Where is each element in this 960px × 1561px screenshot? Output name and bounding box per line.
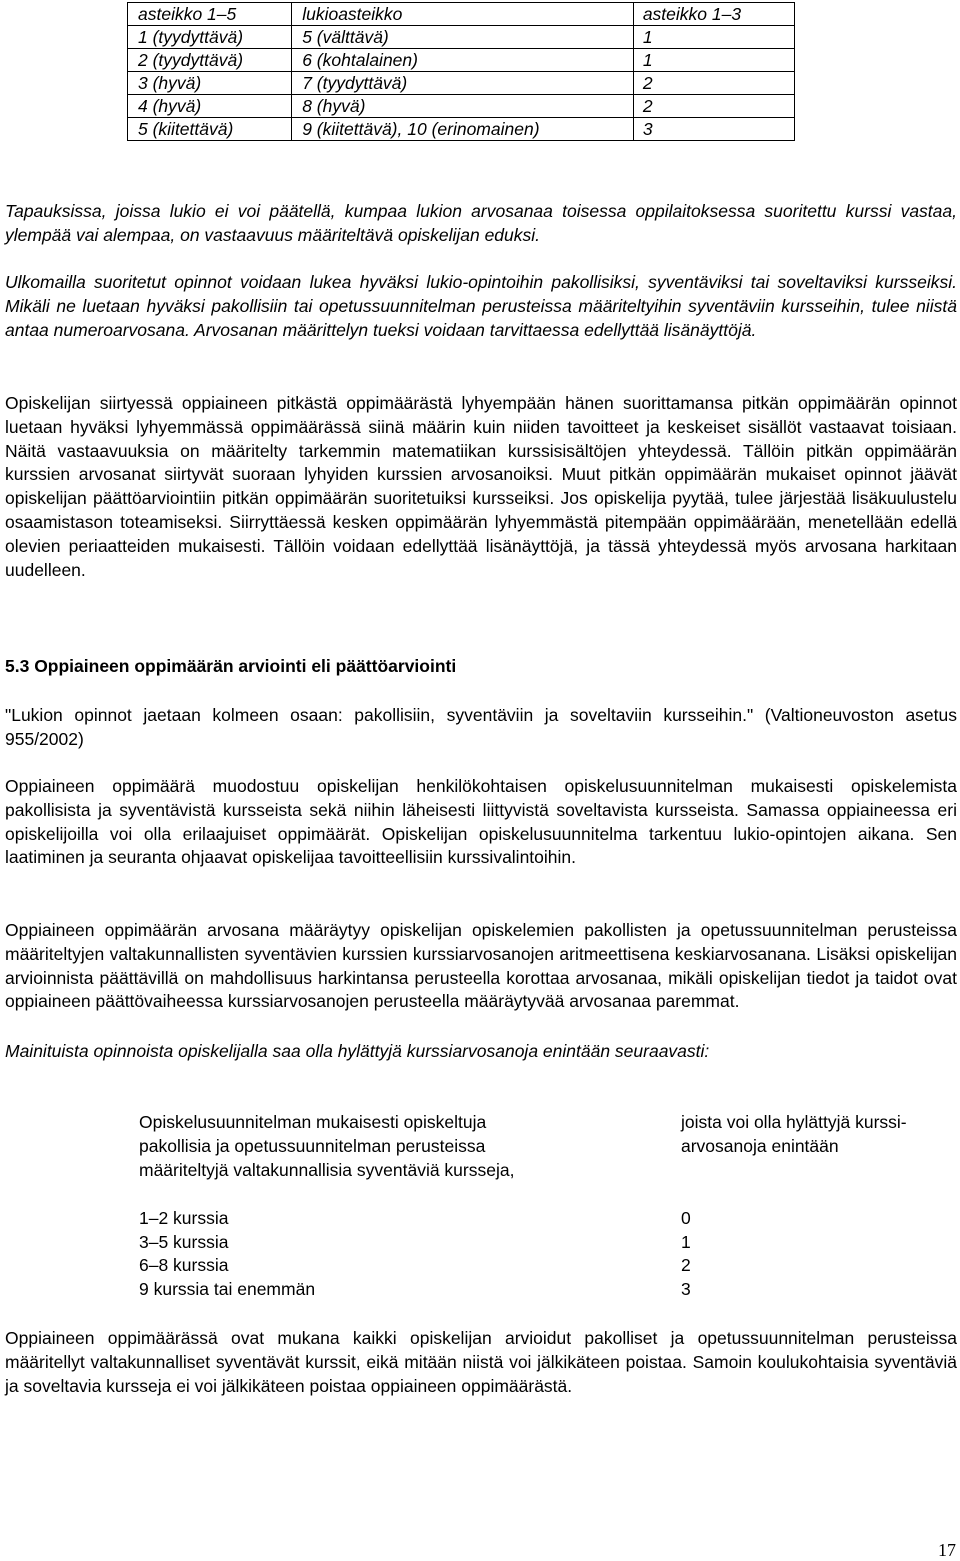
course-range: 6–8 kurssia — [139, 1255, 229, 1276]
paragraph-syllabus-transfer: Opiskelijan siirtyessä oppiaineen pitkästä oppimäärästä lyhyempään hänen suorittamansa pitkän oppimäärän opinnot luetaan hyväksi lyhyemmässä oppimäärässä siinä määrin kuin niiden tavoitteet ja keskeiset sisällöt vastaavat toisiaan. Näitä vastaavuuksia on määritelty tarkemmin matematiikan kurssisisältöjen yhteydessä. Tällöin pitkän oppimäärän kurssien arvosanat siirtyvät suoraan lyhyiden kurssien arvosanoiksi. Muut pitkän oppimäärän mukaiset opinnot jäävät opiskelijan päättöarviointiin pitkän oppimäärän suoritetuiksi kursseiksi. Jos opiskelija pyytää, tulee järjestää lisäkuulustelu osaamistason toteamiseksi. Siirryttäessä kesken oppimäärän lyhyemmästä pitempään oppimäärään, menetellään edellä olevien periaatteiden mukaisesti. Tällöin voidaan edellyttää lisänäyttöjä, ja tässä yhteydessä myös arvosana harkitaan uudelleen. — [5, 393, 957, 580]
table-cell: 2 — [633, 95, 794, 118]
table-row — [128, 49, 795, 72]
table-header-cell: asteikko 1–5 — [128, 3, 292, 26]
table-cell: 7 (tyydyttävä) — [292, 72, 634, 95]
header-line: arvosanoja enintään — [681, 1135, 839, 1156]
list-item — [139, 1207, 739, 1231]
max-failed: 3 — [681, 1279, 691, 1300]
course-range: 3–5 kurssia — [139, 1231, 229, 1252]
list-item — [139, 1231, 739, 1255]
fail-table-left-header — [139, 1111, 609, 1182]
header-line: pakollisia ja opetussuunnitelman perusteissa — [139, 1135, 486, 1156]
table-header-cell: asteikko 1–3 — [633, 3, 794, 26]
paragraph-equivalence: Tapauksissa, joissa lukio ei voi päätellä, kumpaa lukion arvosanaa toisessa oppilaitoksessa suoritettu kurssi vastaa, ylempää vai alempaa, on vastaavuus määriteltävä opiskelijan eduksi. — [5, 201, 957, 245]
list-item — [139, 1254, 739, 1278]
table-cell: 2 — [633, 72, 794, 95]
table-header-cell: lukioasteikko — [292, 3, 634, 26]
table-cell: 1 — [633, 26, 794, 49]
max-failed: 0 — [681, 1208, 691, 1228]
course-range: 1–2 kurssia — [139, 1208, 229, 1228]
table-cell: 3 (hyvä) — [128, 72, 292, 95]
paragraph-foreign-studies: Ulkomailla suoritetut opinnot voidaan lukea hyväksi lukio-opintoihin pakollisiksi, syventäviksi tai soveltaviksi kursseiksi. Mikäli ne luetaan hyväksi pakollisiin tai opetussuunnitelman perusteissa määriteltyihin syventäviin kursseihin, tulee niistä antaa numeroarvosana. Arvosanan määrittelyn tueksi voidaan tarvittaessa edellyttää lisänäyttöjä. — [5, 272, 957, 340]
table-row — [128, 26, 795, 49]
page-number: 17 — [938, 1540, 956, 1560]
header-line: Opiskelusuunnitelman mukaisesti opiskeltuja — [139, 1112, 487, 1132]
paragraph-included-courses: Oppiaineen oppimäärässä ovat mukana kaikki opiskelijan arvioidut pakolliset ja opetussuunnitelman perusteissa määritellyt valtakunnalliset syventävät kurssit, eikä mitään niistä voi jälkikäteen poistaa. Samoin koulukohtaisia syventäviä ja soveltavia kursseja ei voi jälkikäteen poistaa oppiaineen oppimäärästä. — [5, 1328, 957, 1396]
table-row — [128, 118, 795, 141]
quote-paragraph: "Lukion opinnot jaetaan kolmeen osaan: pakollisiin, syventäviin ja soveltaviin kursseihin." (Valtioneuvoston asetus 955/2002) — [5, 705, 957, 749]
table-cell: 2 (tyydyttävä) — [128, 49, 292, 72]
table-header-row — [128, 3, 795, 26]
table-row — [128, 95, 795, 118]
paragraph-failed-intro: Mainituista opinnoista opiskelijalla saa olla hylättyjä kurssiarvosanoja enintään seuraavasti: — [5, 1041, 710, 1061]
header-line: määriteltyjä valtakunnallisia syventäviä kursseja, — [139, 1159, 515, 1180]
table-row — [128, 72, 795, 95]
list-item — [139, 1278, 739, 1302]
max-failed: 1 — [681, 1231, 691, 1252]
header-line: joista voi olla hylättyjä kurssi- — [681, 1112, 907, 1132]
table-cell: 4 (hyvä) — [128, 95, 292, 118]
table-cell: 6 (kohtalainen) — [292, 49, 634, 72]
grade-conversion-table — [127, 2, 795, 141]
fail-table-right-header — [681, 1111, 960, 1159]
table-cell: 1 — [633, 49, 794, 72]
table-cell: 8 (hyvä) — [292, 95, 634, 118]
table-cell: 9 (kiitettävä), 10 (erinomainen) — [292, 118, 634, 141]
table-cell: 5 (välttävä) — [292, 26, 634, 49]
section-heading: 5.3 Oppiaineen oppimäärän arviointi eli päättöarviointi — [5, 656, 457, 676]
fail-table-rows — [139, 1207, 739, 1302]
table-cell: 5 (kiitettävä) — [128, 118, 292, 141]
paragraph-grade: Oppiaineen oppimäärän arvosana määräytyy opiskelijan opiskelemien pakollisten ja opetussuunnitelman perusteissa määriteltyjen valtakunnallisten syventävien kurssien kurssiarvosanojen aritmeettisena keskiarvosanana. Lisäksi opiskelijan arvioinnista päättävillä on mahdollisuus harkintansa perusteella korottaa arvosanaa, mikäli opiskelijan tiedot ja taidot ovat oppiaineen päättövaiheessa kurssiarvosanojen perusteella määräytyvää arvosanaa paremmat. — [5, 920, 957, 1012]
course-range: 9 kurssia tai enemmän — [139, 1279, 316, 1300]
paragraph-syllabus: Oppiaineen oppimäärä muodostuu opiskelijan henkilökohtaisen opiskelusuunnitelman mukaisesti opiskelemista pakollisista ja syventävistä kursseista sekä niihin läheisesti liittyvistä soveltavista kursseista. Samassa oppiaineessa eri opiskelijoilla voi olla erilaajuiset oppimäärät. Opiskelijan opiskelusuunnitelma tarkentuu lukio-opintojen aikana. Sen laatiminen ja seuranta ohjaavat opiskelijaa tavoitteellisiin kurssivalintoihin. — [5, 776, 957, 868]
max-failed: 2 — [681, 1255, 691, 1276]
table-cell: 1 (tyydyttävä) — [128, 26, 292, 49]
table-cell: 3 — [633, 118, 794, 141]
